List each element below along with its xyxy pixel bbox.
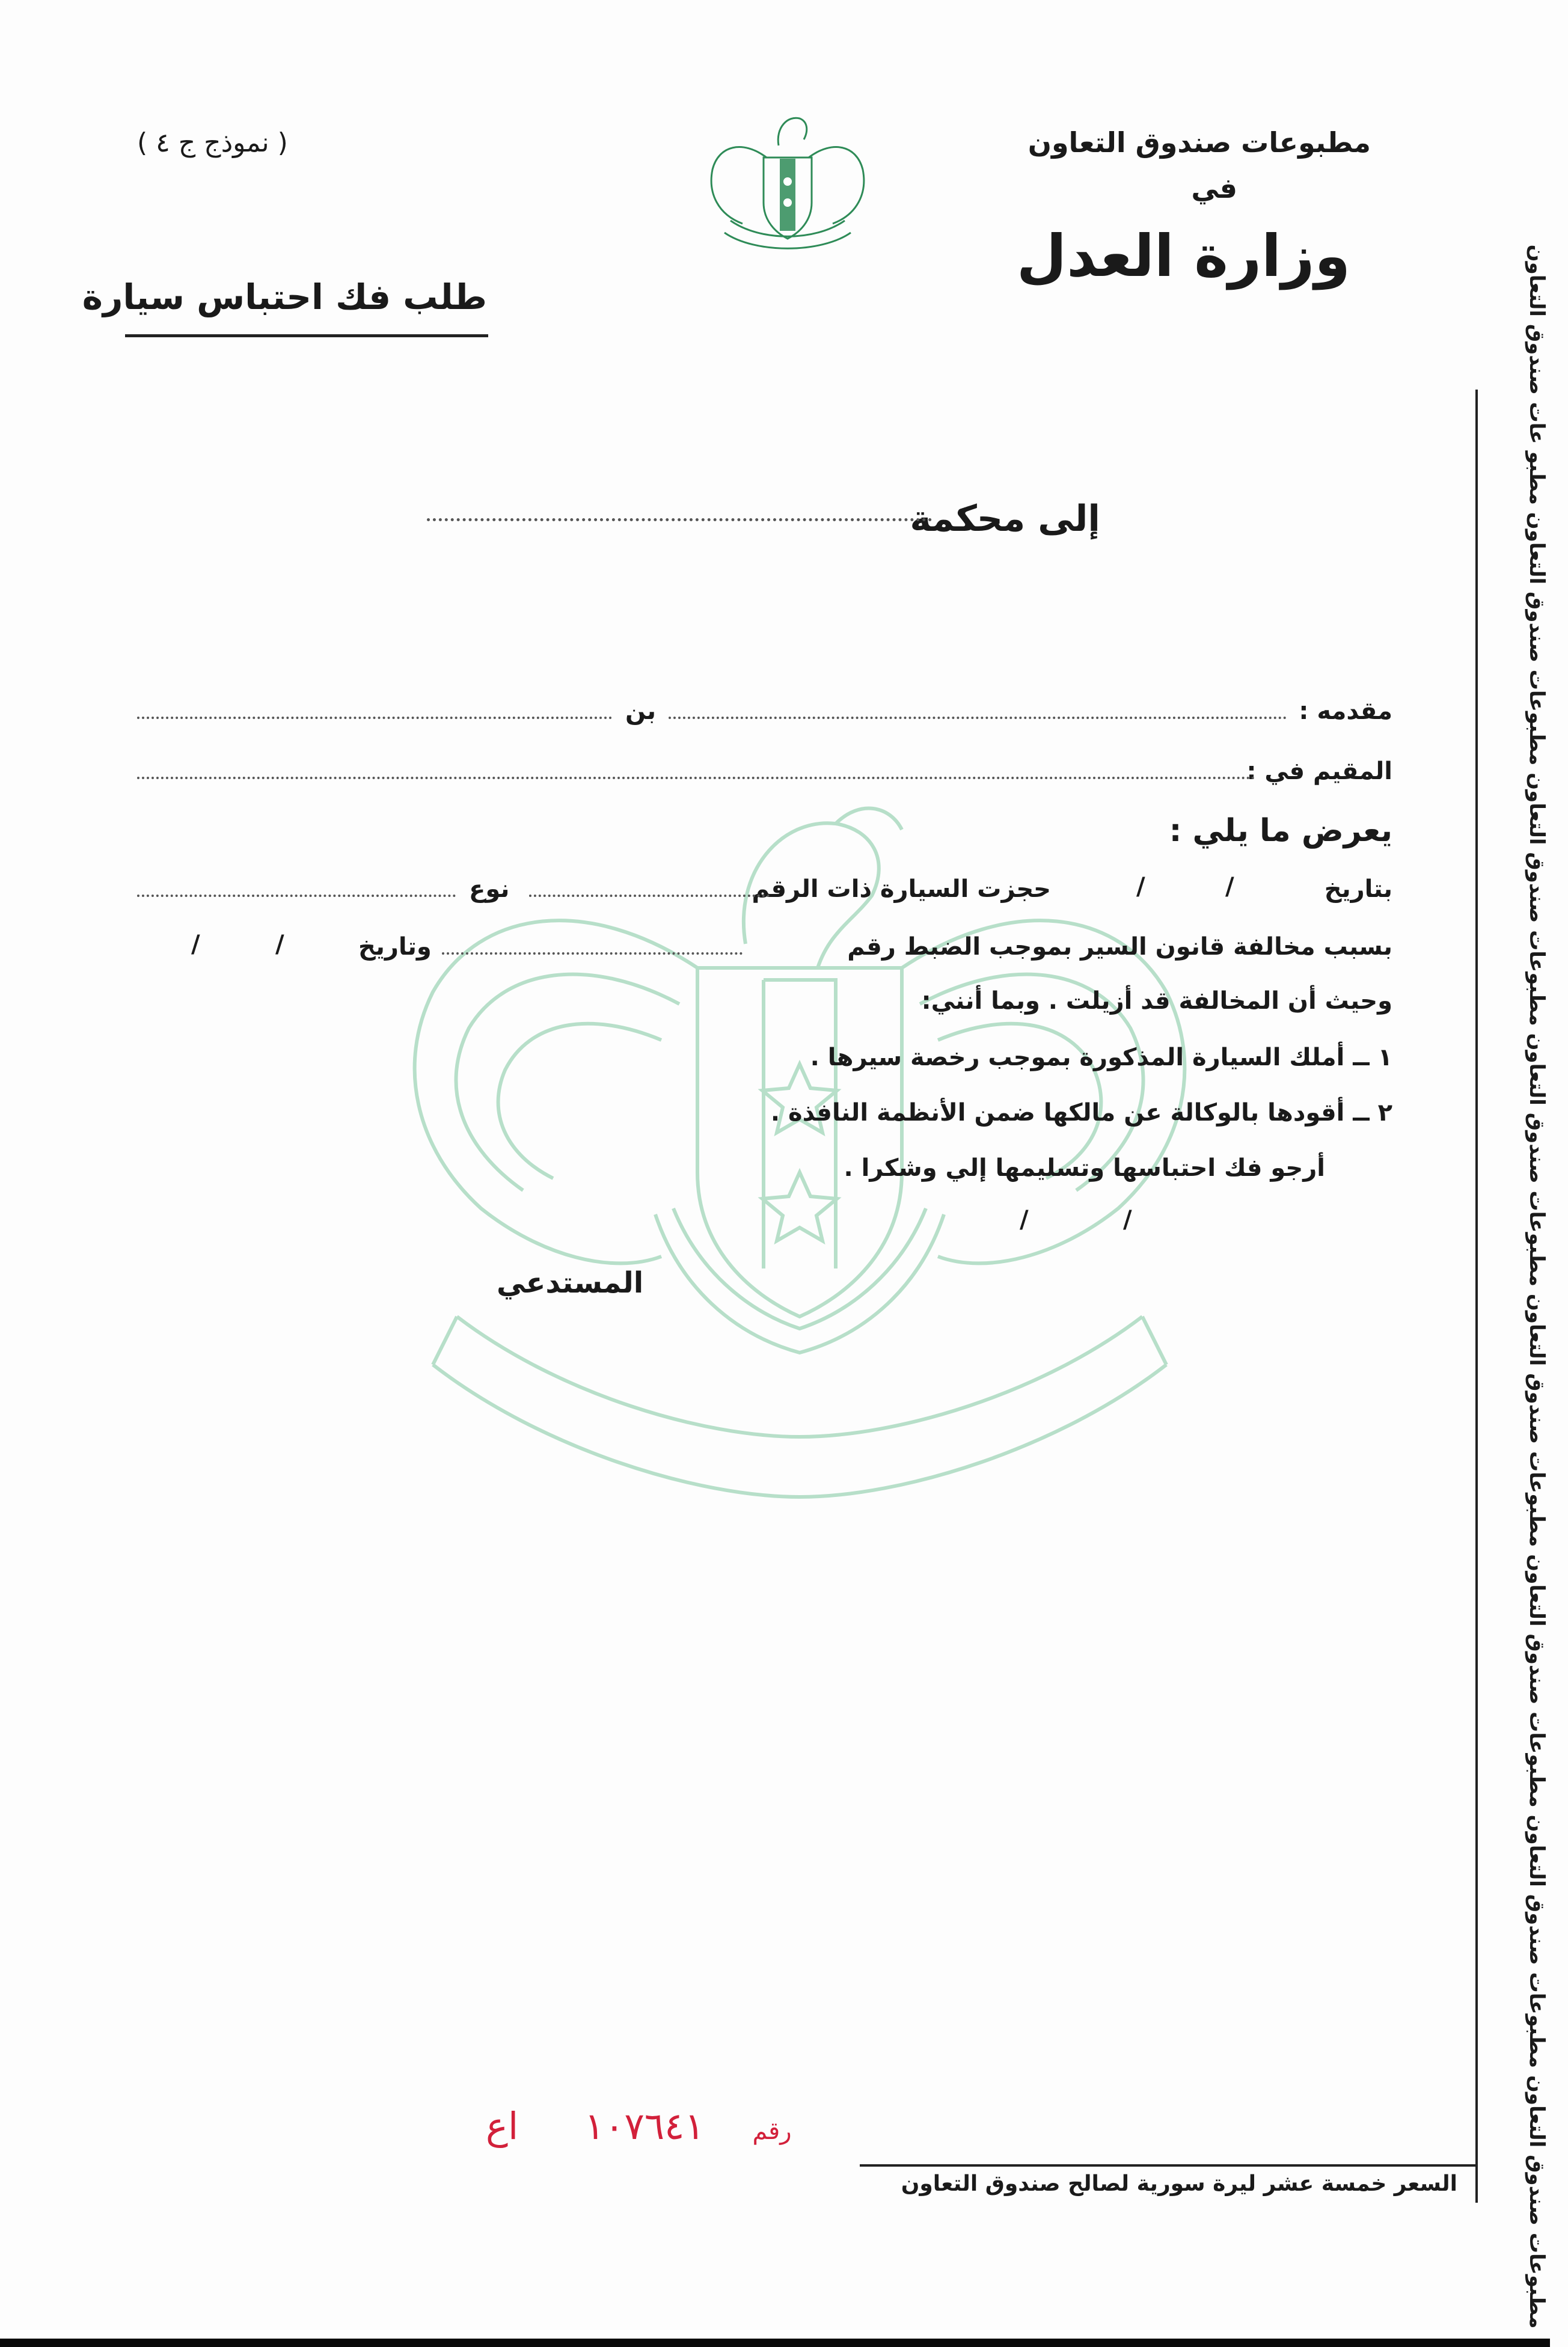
- court-field[interactable]: [427, 518, 932, 521]
- statement-label: يعرض ما يلي :: [1169, 813, 1392, 849]
- sign-date-slash-2: /: [1020, 1206, 1029, 1234]
- side-divider: [1475, 390, 1478, 2203]
- sign-date-slash-1: /: [1123, 1206, 1132, 1234]
- type-label: نوع: [469, 875, 510, 903]
- publisher-heading: مطبوعات صندوق التعاون: [1027, 126, 1371, 159]
- date-slash-1: /: [1225, 873, 1234, 901]
- price-text: السعر خمسة عشر ليرة سورية لصالح صندوق التعاون: [901, 2171, 1457, 2196]
- title-underline: [125, 334, 488, 337]
- eagle-emblem-icon: [700, 103, 875, 278]
- form-code: ( نموذج ج ٤ ): [137, 127, 288, 158]
- report-date-slash-2: /: [191, 931, 200, 958]
- scan-edge: [0, 2339, 1550, 2347]
- resident-label: المقيم في :: [1246, 757, 1392, 785]
- court-label: إلى محكمة: [910, 498, 1100, 540]
- condition-item-1: ١ ــ أملك السيارة المذكورة بموجب رخصة سيرها .: [810, 1044, 1392, 1071]
- reason-label: بسبب مخالفة قانون السير بموجب الضبط رقم: [847, 933, 1392, 961]
- form-title: طلب فك احتباس سيارة: [82, 277, 487, 317]
- side-strip: [1501, 244, 1568, 2329]
- and-date-label: وتاريخ: [358, 933, 432, 961]
- ministry-heading: وزارة العدل: [1016, 222, 1350, 290]
- violation-removed-text: وحيث أن المخالفة قد أزيلت . وبما أنني:: [921, 987, 1392, 1015]
- vehicle-type-field[interactable]: [137, 895, 456, 897]
- date-slash-2: /: [1136, 873, 1145, 901]
- preposition-heading: في: [1191, 172, 1237, 204]
- petitioner-label: المستدعي: [497, 1266, 644, 1300]
- report-number-field[interactable]: [442, 952, 743, 955]
- serial-prefix: رقم: [752, 2117, 792, 2145]
- eagle-watermark-icon: [361, 715, 1239, 1545]
- serial-suffix: اع: [486, 2104, 519, 2148]
- condition-item-2: ٢ ــ أقودها بالوكالة عن مالكها ضمن الأنظمة النافذة .: [770, 1099, 1392, 1127]
- plate-number-field[interactable]: [529, 895, 770, 897]
- serial-value: ١٠٧٦٤١: [584, 2104, 705, 2148]
- date-label: بتاريخ: [1324, 875, 1392, 903]
- serial-number: [486, 2104, 792, 2148]
- request-text: أرجو فك احتباسها وتسليمها إلي وشكرا .: [844, 1154, 1325, 1182]
- report-date-slash-1: /: [275, 931, 284, 958]
- side-repeat-text: مطبوعات صندوق التعاون مطبوعات صندوق التعاون مطبوعات صندوق التعاون مطبوعات صندوق التعاون مطبوعات صندوق التعاون مطبوعات صندوق التعاون مطبوعات صندوق التعاون مطبو عات صندوق التعاون: [1525, 244, 1549, 2329]
- son-of-label: بن: [625, 697, 657, 725]
- applicant-label: مقدمه :: [1299, 697, 1392, 725]
- seized-label: حجزت السيارة ذات الرقم: [752, 875, 1051, 903]
- footer-divider: [860, 2164, 1477, 2167]
- applicant-name-field[interactable]: [669, 717, 1287, 719]
- father-name-field[interactable]: [137, 717, 612, 719]
- residence-field[interactable]: [137, 777, 1255, 779]
